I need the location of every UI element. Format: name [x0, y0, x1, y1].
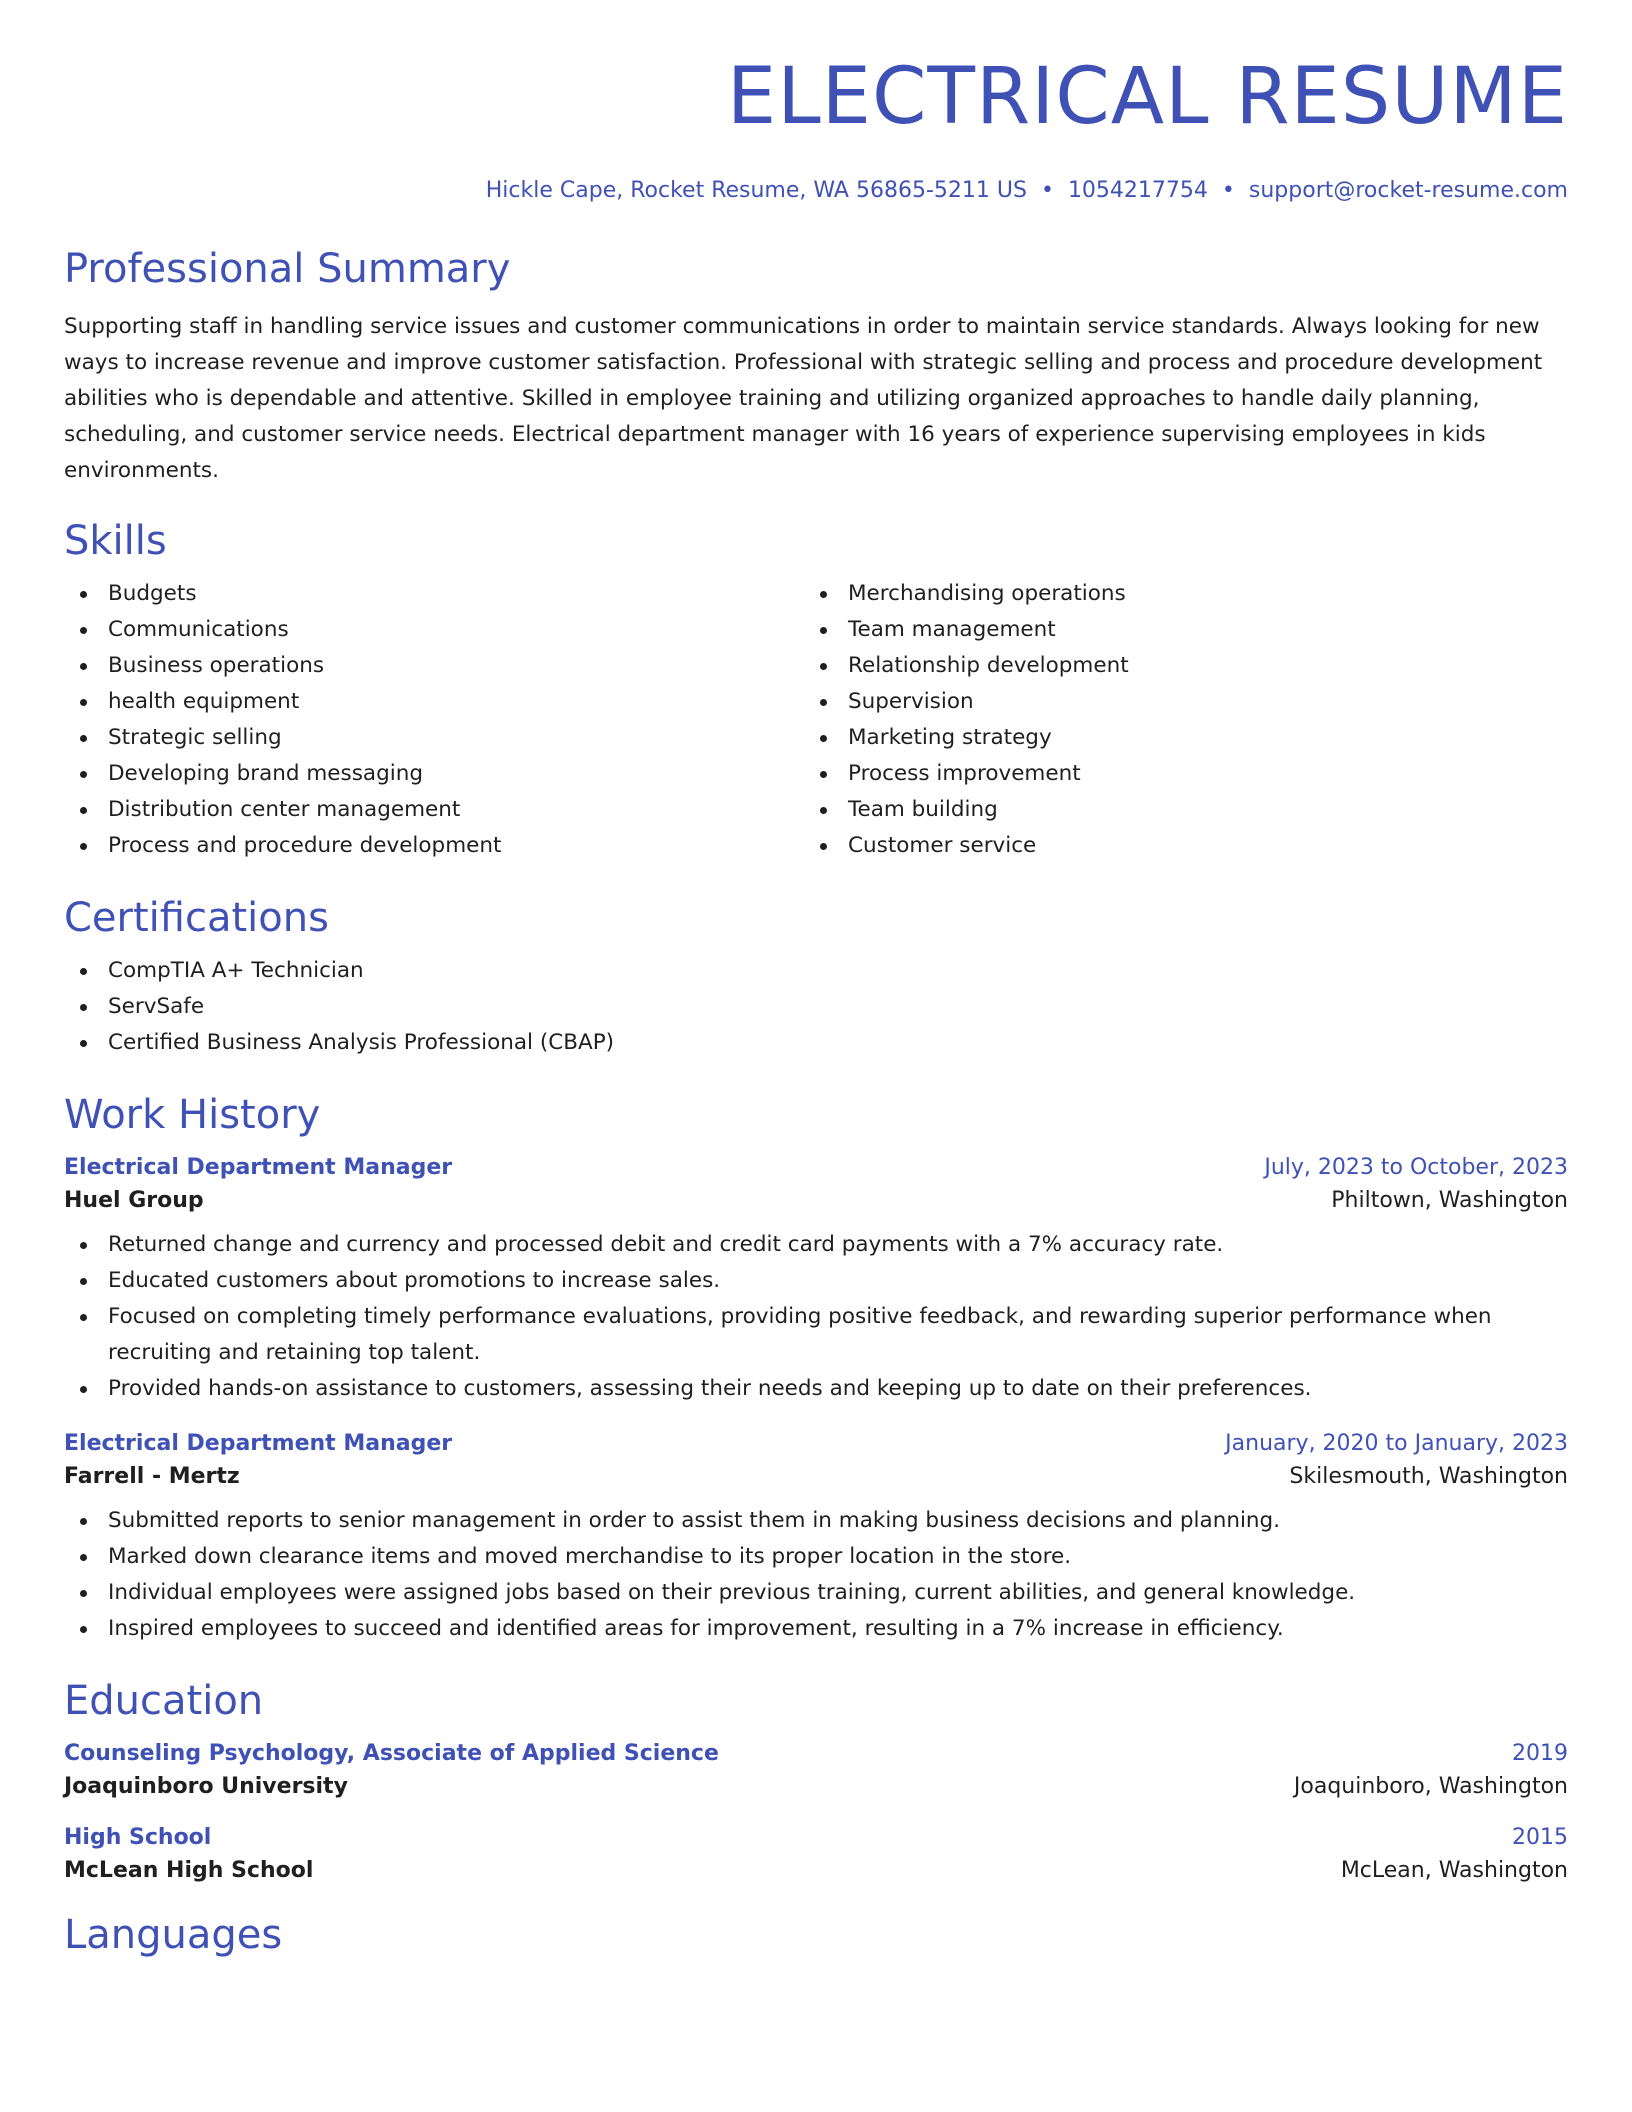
job-bullets: [64, 1227, 1568, 1407]
education-header-row: [64, 1741, 1568, 1766]
certifications-heading: Certifications: [64, 895, 329, 941]
education-school-row: [64, 1858, 1568, 1883]
job-company-row: [64, 1188, 1568, 1213]
company-name: Farrell - Mertz: [64, 1464, 240, 1489]
skill-item: Team building: [804, 792, 1544, 828]
separator: •: [1040, 178, 1054, 203]
skill-item: Business operations: [64, 648, 804, 684]
graduation-year: 2015: [1512, 1825, 1568, 1850]
languages-heading: Languages: [64, 1912, 283, 1958]
skill-item: Process improvement: [804, 756, 1544, 792]
job-bullet: Inspired employees to succeed and identified areas for improvement, resulting in a 7% increase in efficiency.: [64, 1611, 1568, 1647]
resume-title: ELECTRICAL RESUME: [726, 52, 1568, 142]
job-bullet: Returned change and currency and processed debit and credit card payments with a 7% accuracy rate.: [64, 1227, 1568, 1263]
education-entry: [64, 1741, 1568, 1799]
skill-item: Relationship development: [804, 648, 1544, 684]
certification-item: ServSafe: [64, 989, 1568, 1025]
job-bullet: Submitted reports to senior management in order to assist them in making business decisions and planning.: [64, 1503, 1568, 1539]
school-location: Joaquinboro, Washington: [1293, 1774, 1568, 1799]
work-history-heading: Work History: [64, 1092, 321, 1138]
skills-heading: Skills: [64, 518, 167, 564]
job-bullet: Educated customers about promotions to increase sales.: [64, 1263, 1568, 1299]
skill-item: Distribution center management: [64, 792, 804, 828]
job-entry: [64, 1155, 1568, 1407]
email-link[interactable]: support@rocket-resume.com: [1248, 178, 1568, 203]
school-location: McLean, Washington: [1340, 1858, 1568, 1883]
education-heading: Education: [64, 1678, 264, 1724]
job-bullets: [64, 1503, 1568, 1647]
skill-item: Strategic selling: [64, 720, 804, 756]
job-title: Electrical Department Manager: [64, 1155, 453, 1180]
job-bullet: Marked down clearance items and moved merchandise to its proper location in the store.: [64, 1539, 1568, 1575]
certification-item: CompTIA A+ Technician: [64, 953, 1568, 989]
skill-item: Team management: [804, 612, 1544, 648]
skill-item: Customer service: [804, 828, 1544, 864]
separator: •: [1221, 178, 1235, 203]
degree: High School: [64, 1825, 212, 1850]
phone: 1054217754: [1067, 178, 1208, 203]
skill-item: Budgets: [64, 576, 804, 612]
job-bullet: Individual employees were assigned jobs based on their previous training, current abilities, and general knowledge.: [64, 1575, 1568, 1611]
job-header-row: [64, 1431, 1568, 1456]
summary-heading: Professional Summary: [64, 246, 511, 292]
job-location: Philtown, Washington: [1331, 1188, 1568, 1213]
skill-item: Process and procedure development: [64, 828, 804, 864]
job-dates: January, 2020 to January, 2023: [1225, 1431, 1568, 1456]
skill-item: Merchandising operations: [804, 576, 1544, 612]
school-name: McLean High School: [64, 1858, 314, 1883]
job-entry: [64, 1431, 1568, 1647]
skill-item: health equipment: [64, 684, 804, 720]
education-school-row: [64, 1774, 1568, 1799]
skill-item: Communications: [64, 612, 804, 648]
skills-column-left: [64, 576, 804, 864]
job-bullet: Focused on completing timely performance evaluations, providing positive feedback, and rewarding superior performance when recruiting and retaining top talent.: [64, 1299, 1568, 1371]
address: Hickle Cape, Rocket Resume, WA 56865-5211 US: [485, 178, 1027, 203]
company-name: Huel Group: [64, 1188, 204, 1213]
certifications-list: [64, 953, 1568, 1061]
skill-item: Developing brand messaging: [64, 756, 804, 792]
job-company-row: [64, 1464, 1568, 1489]
skill-item: Marketing strategy: [804, 720, 1544, 756]
contact-line: [64, 178, 1568, 203]
job-header-row: [64, 1155, 1568, 1180]
graduation-year: 2019: [1512, 1741, 1568, 1766]
summary-text: Supporting staff in handling service issues and customer communications in order to maintain service standards. Always looking for new ways to increase revenue and improve customer satisfaction. Professional with strategic selling and process and procedure development abilities who is dependable and attentive. Skilled in employee training and utilizing organized approaches to handle daily planning, scheduling, and customer service needs. Electrical department manager with 16 years of experience supervising employees in kids environments.: [64, 314, 1543, 483]
job-title: Electrical Department Manager: [64, 1431, 453, 1456]
degree: Counseling Psychology, Associate of Applied Science: [64, 1741, 719, 1766]
skill-item: Supervision: [804, 684, 1544, 720]
job-dates: July, 2023 to October, 2023: [1264, 1155, 1568, 1180]
skills-list: [64, 576, 1568, 864]
education-entry: [64, 1825, 1568, 1883]
certification-item: Certified Business Analysis Professional (CBAP): [64, 1025, 1568, 1061]
school-name: Joaquinboro University: [64, 1774, 348, 1799]
job-bullet: Provided hands-on assistance to customers, assessing their needs and keeping up to date on their preferences.: [64, 1371, 1568, 1407]
education-header-row: [64, 1825, 1568, 1850]
skills-column-right: [804, 576, 1544, 864]
job-location: Skilesmouth, Washington: [1289, 1464, 1568, 1489]
